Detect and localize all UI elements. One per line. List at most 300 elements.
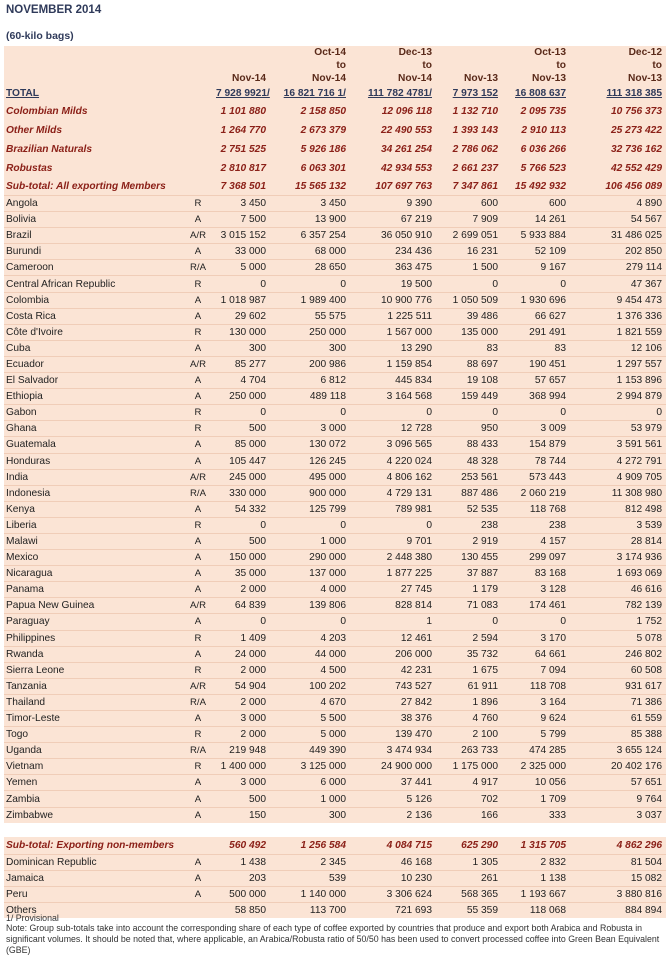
cell-value: 5 933 884 (502, 228, 570, 244)
cell-value: 57 657 (502, 373, 570, 389)
cell-value: 154 879 (502, 437, 570, 453)
cell-value: 702 (436, 791, 502, 807)
cell-value: 39 486 (436, 308, 502, 324)
country-row (4, 678, 666, 694)
cell-value: 61 559 (570, 711, 666, 727)
coffee-type: A (184, 791, 214, 807)
coffee-type: A (184, 389, 214, 405)
cell-value: 3 000 (270, 421, 350, 437)
cell-value: Oct-14 (270, 46, 350, 59)
cell-value: 219 948 (214, 743, 270, 759)
coffee-type: A (184, 646, 214, 662)
cell-value: 500 000 (214, 886, 270, 902)
coffee-type: R (184, 759, 214, 775)
cell-value (436, 59, 502, 72)
cell-value: 71 386 (570, 694, 666, 710)
row-label (4, 59, 184, 72)
cell-value: 1 693 069 (570, 566, 666, 582)
cell-value: 4 704 (214, 373, 270, 389)
cell-value: 28 650 (270, 260, 350, 276)
cell-value: 246 802 (570, 646, 666, 662)
cell-value: 10 900 776 (350, 292, 436, 308)
cell-value: 9 624 (502, 711, 570, 727)
cell-value: 238 (502, 517, 570, 533)
coffee-type: A/R (184, 598, 214, 614)
country-row (4, 791, 666, 807)
row-label: Indonesia (4, 485, 184, 501)
row-label: Ethiopia (4, 389, 184, 405)
cell-value: 1 018 987 (214, 292, 270, 308)
cell-value: 4 890 (570, 196, 666, 212)
cell-value: 118 768 (502, 501, 570, 517)
coffee-type: A/R (184, 678, 214, 694)
coffee-type (184, 159, 214, 178)
cell-value: 11 308 980 (570, 485, 666, 501)
cell-value: 6 000 (270, 775, 350, 791)
cell-value: 34 261 254 (350, 140, 436, 159)
cell-value: 15 492 932 (502, 178, 570, 196)
row-label: Kenya (4, 501, 184, 517)
cell-value: 35 732 (436, 646, 502, 662)
cell-value: 0 (270, 614, 350, 630)
coffee-type: R/A (184, 694, 214, 710)
cell-value: 1 500 (436, 260, 502, 276)
cell-value: Dec-13 (350, 46, 436, 59)
cell-value: 0 (570, 405, 666, 421)
cell-value: 85 277 (214, 356, 270, 372)
country-row (4, 324, 666, 340)
row-label: Sierra Leone (4, 662, 184, 678)
row-label: Brazilian Naturals (4, 140, 184, 159)
coffee-type (184, 837, 214, 855)
cell-value: 7 500 (214, 212, 270, 228)
cell-value: 0 (270, 405, 350, 421)
cell-value: 0 (436, 614, 502, 630)
country-row (4, 389, 666, 405)
group-row (4, 102, 666, 121)
country-row (4, 711, 666, 727)
cell-value: 55 575 (270, 308, 350, 324)
cell-value (436, 46, 502, 59)
cell-value: 0 (436, 276, 502, 292)
cell-value: 4 760 (436, 711, 502, 727)
row-label: Peru (4, 886, 184, 902)
cell-value: 135 000 (436, 324, 502, 340)
cell-value: 174 461 (502, 598, 570, 614)
row-label: Malawi (4, 533, 184, 549)
coffee-type: A (184, 614, 214, 630)
cell-value: 81 504 (570, 854, 666, 870)
row-label: Paraguay (4, 614, 184, 630)
cell-value: Nov-13 (436, 72, 502, 85)
cell-value: 2 994 879 (570, 389, 666, 405)
cell-value: 721 693 (350, 902, 436, 918)
cell-value: 16 821 716 1/ (270, 85, 350, 102)
cell-value: 2 158 850 (270, 102, 350, 121)
cell-value: 118 708 (502, 678, 570, 694)
row-label: Colombia (4, 292, 184, 308)
cell-value: 0 (502, 276, 570, 292)
cell-value: 4 084 715 (350, 837, 436, 855)
cell-value: 6 036 266 (502, 140, 570, 159)
cell-value: 9 454 473 (570, 292, 666, 308)
cell-value: 2 000 (214, 582, 270, 598)
cell-value: 474 285 (502, 743, 570, 759)
country-row (4, 356, 666, 372)
row-label: Zimbabwe (4, 807, 184, 823)
cell-value: 46 168 (350, 854, 436, 870)
row-label: Sub-total: All exporting Members (4, 178, 184, 196)
cell-value: 600 (436, 196, 502, 212)
cell-value: 1 877 225 (350, 566, 436, 582)
cell-value: 1 305 (436, 854, 502, 870)
row-label: Mexico (4, 550, 184, 566)
cell-value: 1 989 400 (270, 292, 350, 308)
coffee-type (184, 85, 214, 102)
row-label: Robustas (4, 159, 184, 178)
cell-value: 3 306 624 (350, 886, 436, 902)
coffee-type: R (184, 517, 214, 533)
cell-value: 5 799 (502, 727, 570, 743)
cell-value: 64 839 (214, 598, 270, 614)
cell-value: 25 273 422 (570, 121, 666, 140)
cell-value: 2 594 (436, 630, 502, 646)
cell-value: 37 887 (436, 566, 502, 582)
cell-value: 55 359 (436, 902, 502, 918)
cell-value: 4 917 (436, 775, 502, 791)
cell-value: 15 082 (570, 870, 666, 886)
spacer-row (4, 823, 666, 837)
spacer-cell (4, 823, 666, 837)
cell-value: 1 159 854 (350, 356, 436, 372)
cell-value: 238 (436, 517, 502, 533)
cell-value: 83 (436, 340, 502, 356)
cell-value: 3 000 (214, 711, 270, 727)
cell-value: 887 486 (436, 485, 502, 501)
cell-value: 290 000 (270, 550, 350, 566)
country-row (4, 260, 666, 276)
country-row (4, 743, 666, 759)
coffee-type: R (184, 662, 214, 678)
cell-value: 48 328 (436, 453, 502, 469)
row-label: Rwanda (4, 646, 184, 662)
cell-value: 4 806 162 (350, 469, 436, 485)
cell-value: 33 000 (214, 244, 270, 260)
row-label: Honduras (4, 453, 184, 469)
cell-value: 139 470 (350, 727, 436, 743)
cell-value: 1 709 (502, 791, 570, 807)
country-row (4, 550, 666, 566)
row-label: Panama (4, 582, 184, 598)
cell-value: 29 602 (214, 308, 270, 324)
row-label: Other Milds (4, 121, 184, 140)
cell-value: 0 (350, 517, 436, 533)
cell-value: 3 591 561 (570, 437, 666, 453)
cell-value: 57 651 (570, 775, 666, 791)
cell-value: Nov-14 (214, 72, 270, 85)
cell-value: 500 (214, 791, 270, 807)
cell-value: 35 000 (214, 566, 270, 582)
cell-value: 2 751 525 (214, 140, 270, 159)
cell-value: 54 567 (570, 212, 666, 228)
country-row (4, 662, 666, 678)
coffee-type: A (184, 533, 214, 549)
country-row (4, 421, 666, 437)
cell-value: 2 100 (436, 727, 502, 743)
coffee-type: R (184, 276, 214, 292)
cell-value: 9 701 (350, 533, 436, 549)
cell-value: 743 527 (350, 678, 436, 694)
cell-value: 202 850 (570, 244, 666, 260)
cell-value: 15 565 132 (270, 178, 350, 196)
cell-value: 7 094 (502, 662, 570, 678)
cell-value: 900 000 (270, 485, 350, 501)
cell-value: 4 862 296 (570, 837, 666, 855)
cell-value: 24 900 000 (350, 759, 436, 775)
row-label: Nicaragua (4, 566, 184, 582)
cell-value: 53 979 (570, 421, 666, 437)
coffee-type (184, 59, 214, 72)
row-label: Togo (4, 727, 184, 743)
cell-value: Nov-14 (270, 72, 350, 85)
cell-value: 7 368 501 (214, 178, 270, 196)
country-row (4, 598, 666, 614)
cell-value: 0 (214, 405, 270, 421)
cell-value: 1 675 (436, 662, 502, 678)
cell-value: 300 (270, 807, 350, 823)
row-label: Yemen (4, 775, 184, 791)
cell-value: 5 766 523 (502, 159, 570, 178)
cell-value: 5 000 (270, 727, 350, 743)
country-row (4, 582, 666, 598)
cell-value: 1 (350, 614, 436, 630)
country-row (4, 212, 666, 228)
cell-value: 368 994 (502, 389, 570, 405)
cell-value: 3 880 816 (570, 886, 666, 902)
cell-value: 489 118 (270, 389, 350, 405)
country-row (4, 276, 666, 292)
row-label: Bolivia (4, 212, 184, 228)
cell-value: 495 000 (270, 469, 350, 485)
cell-value: 105 447 (214, 453, 270, 469)
coffee-type: R/A (184, 485, 214, 501)
cell-value: 32 736 162 (570, 140, 666, 159)
country-row (4, 533, 666, 549)
cell-value: 828 814 (350, 598, 436, 614)
country-row (4, 854, 666, 870)
cell-value: 812 498 (570, 501, 666, 517)
cell-value: 36 050 910 (350, 228, 436, 244)
cell-value: 5 078 (570, 630, 666, 646)
cell-value: to (570, 59, 666, 72)
cell-value: 111 318 385 (570, 85, 666, 102)
cell-value: 106 456 089 (570, 178, 666, 196)
country-row (4, 453, 666, 469)
cell-value: 24 000 (214, 646, 270, 662)
cell-value: 7 909 (436, 212, 502, 228)
cell-value: 42 552 429 (570, 159, 666, 178)
cell-value: 250 000 (270, 324, 350, 340)
cell-value: 539 (270, 870, 350, 886)
coffee-type: A (184, 308, 214, 324)
country-row (4, 727, 666, 743)
cell-value: 203 (214, 870, 270, 886)
cell-value: 200 986 (270, 356, 350, 372)
cell-value: 1 193 667 (502, 886, 570, 902)
cell-value: 107 697 763 (350, 178, 436, 196)
cell-value: 19 108 (436, 373, 502, 389)
cell-value: 1 138 (502, 870, 570, 886)
coffee-type: R/A (184, 743, 214, 759)
cell-value: 1 393 143 (436, 121, 502, 140)
row-label: Dominican Republic (4, 854, 184, 870)
cell-value: 139 806 (270, 598, 350, 614)
cell-value: 38 376 (350, 711, 436, 727)
cell-value: 2 095 735 (502, 102, 570, 121)
cell-value: 3 450 (214, 196, 270, 212)
cell-value: 300 (270, 340, 350, 356)
coffee-type: R (184, 196, 214, 212)
row-label: Angola (4, 196, 184, 212)
country-row (4, 870, 666, 886)
cell-value: 52 109 (502, 244, 570, 260)
cell-value: 1 050 509 (436, 292, 502, 308)
group-row (4, 121, 666, 140)
coffee-type (184, 46, 214, 59)
cell-value: 9 390 (350, 196, 436, 212)
country-row (4, 308, 666, 324)
row-label: Ghana (4, 421, 184, 437)
cell-value: 2 000 (214, 694, 270, 710)
cell-value: 2 832 (502, 854, 570, 870)
coffee-type: R (184, 727, 214, 743)
cell-value: 5 000 (214, 260, 270, 276)
country-row (4, 437, 666, 453)
cell-value: 2 810 817 (214, 159, 270, 178)
cell-value: 3 009 (502, 421, 570, 437)
cell-value: 206 000 (350, 646, 436, 662)
subtotal-nonmembers-row (4, 837, 666, 855)
row-label: Thailand (4, 694, 184, 710)
cell-value: 449 390 (270, 743, 350, 759)
cell-value: 2 000 (214, 727, 270, 743)
cell-value: 500 (214, 533, 270, 549)
cell-value: 14 261 (502, 212, 570, 228)
cell-value: 2 919 (436, 533, 502, 549)
coffee-type: A (184, 854, 214, 870)
cell-value: 0 (214, 276, 270, 292)
coffee-type: R (184, 324, 214, 340)
cell-value: Nov-13 (570, 72, 666, 85)
coffee-type: A (184, 501, 214, 517)
coffee-type: A (184, 373, 214, 389)
cell-value: Oct-13 (502, 46, 570, 59)
cell-value: 54 332 (214, 501, 270, 517)
coffee-type: A/R (184, 469, 214, 485)
row-label: El Salvador (4, 373, 184, 389)
cell-value: 3 096 565 (350, 437, 436, 453)
cell-value: 85 000 (214, 437, 270, 453)
cell-value: 111 782 4781/ (350, 85, 436, 102)
country-row (4, 614, 666, 630)
cell-value: 2 910 113 (502, 121, 570, 140)
country-row (4, 807, 666, 823)
country-row (4, 405, 666, 421)
country-row (4, 244, 666, 260)
header-row (4, 59, 666, 72)
cell-value: 1 896 (436, 694, 502, 710)
cell-value: 44 000 (270, 646, 350, 662)
cell-value: 2 673 379 (270, 121, 350, 140)
cell-value: 130 072 (270, 437, 350, 453)
cell-value: Nov-14 (350, 72, 436, 85)
cell-value: 159 449 (436, 389, 502, 405)
cell-value: 7 973 152 (436, 85, 502, 102)
coffee-type: R (184, 630, 214, 646)
cell-value: 67 219 (350, 212, 436, 228)
cell-value: 1 153 896 (570, 373, 666, 389)
cell-value: 166 (436, 807, 502, 823)
group-row (4, 140, 666, 159)
cell-value: 12 106 (570, 340, 666, 356)
row-label: Jamaica (4, 870, 184, 886)
country-row (4, 469, 666, 485)
cell-value: 2 345 (270, 854, 350, 870)
cell-value: 42 231 (350, 662, 436, 678)
row-label: Sub-total: Exporting non-members (4, 837, 184, 855)
coffee-type (184, 140, 214, 159)
row-label: Tanzania (4, 678, 184, 694)
cell-value: 4 157 (502, 533, 570, 549)
cell-value: 28 814 (570, 533, 666, 549)
cell-value: 1 930 696 (502, 292, 570, 308)
cell-value: 1 000 (270, 791, 350, 807)
cell-value: 61 911 (436, 678, 502, 694)
cell-value: 4 000 (270, 582, 350, 598)
cell-value: 1 225 511 (350, 308, 436, 324)
cell-value: 83 168 (502, 566, 570, 582)
cell-value: 625 290 (436, 837, 502, 855)
row-label: India (4, 469, 184, 485)
cell-value: 52 535 (436, 501, 502, 517)
cell-value: 10 056 (502, 775, 570, 791)
cell-value: 42 934 553 (350, 159, 436, 178)
cell-value: 27 842 (350, 694, 436, 710)
cell-value: 12 461 (350, 630, 436, 646)
cell-value: 150 (214, 807, 270, 823)
cell-value: 0 (214, 517, 270, 533)
cell-value: 16 808 637 (502, 85, 570, 102)
cell-value: 3 655 124 (570, 743, 666, 759)
exports-table (4, 46, 666, 918)
cell-value: 0 (436, 405, 502, 421)
coffee-type: R/A (184, 260, 214, 276)
cell-value: 950 (436, 421, 502, 437)
cell-value: 1 567 000 (350, 324, 436, 340)
cell-value: 20 402 176 (570, 759, 666, 775)
coffee-type: A (184, 292, 214, 308)
cell-value: 5 500 (270, 711, 350, 727)
cell-value: 2 699 051 (436, 228, 502, 244)
footnote-provisional: 1/ Provisional (6, 913, 59, 923)
cell-value: 12 096 118 (350, 102, 436, 121)
row-label: Burundi (4, 244, 184, 260)
coffee-type: A/R (184, 356, 214, 372)
cell-value: 7 928 9921/ (214, 85, 270, 102)
cell-value: 5 126 (350, 791, 436, 807)
cell-value: 78 744 (502, 453, 570, 469)
coffee-type: A (184, 244, 214, 260)
